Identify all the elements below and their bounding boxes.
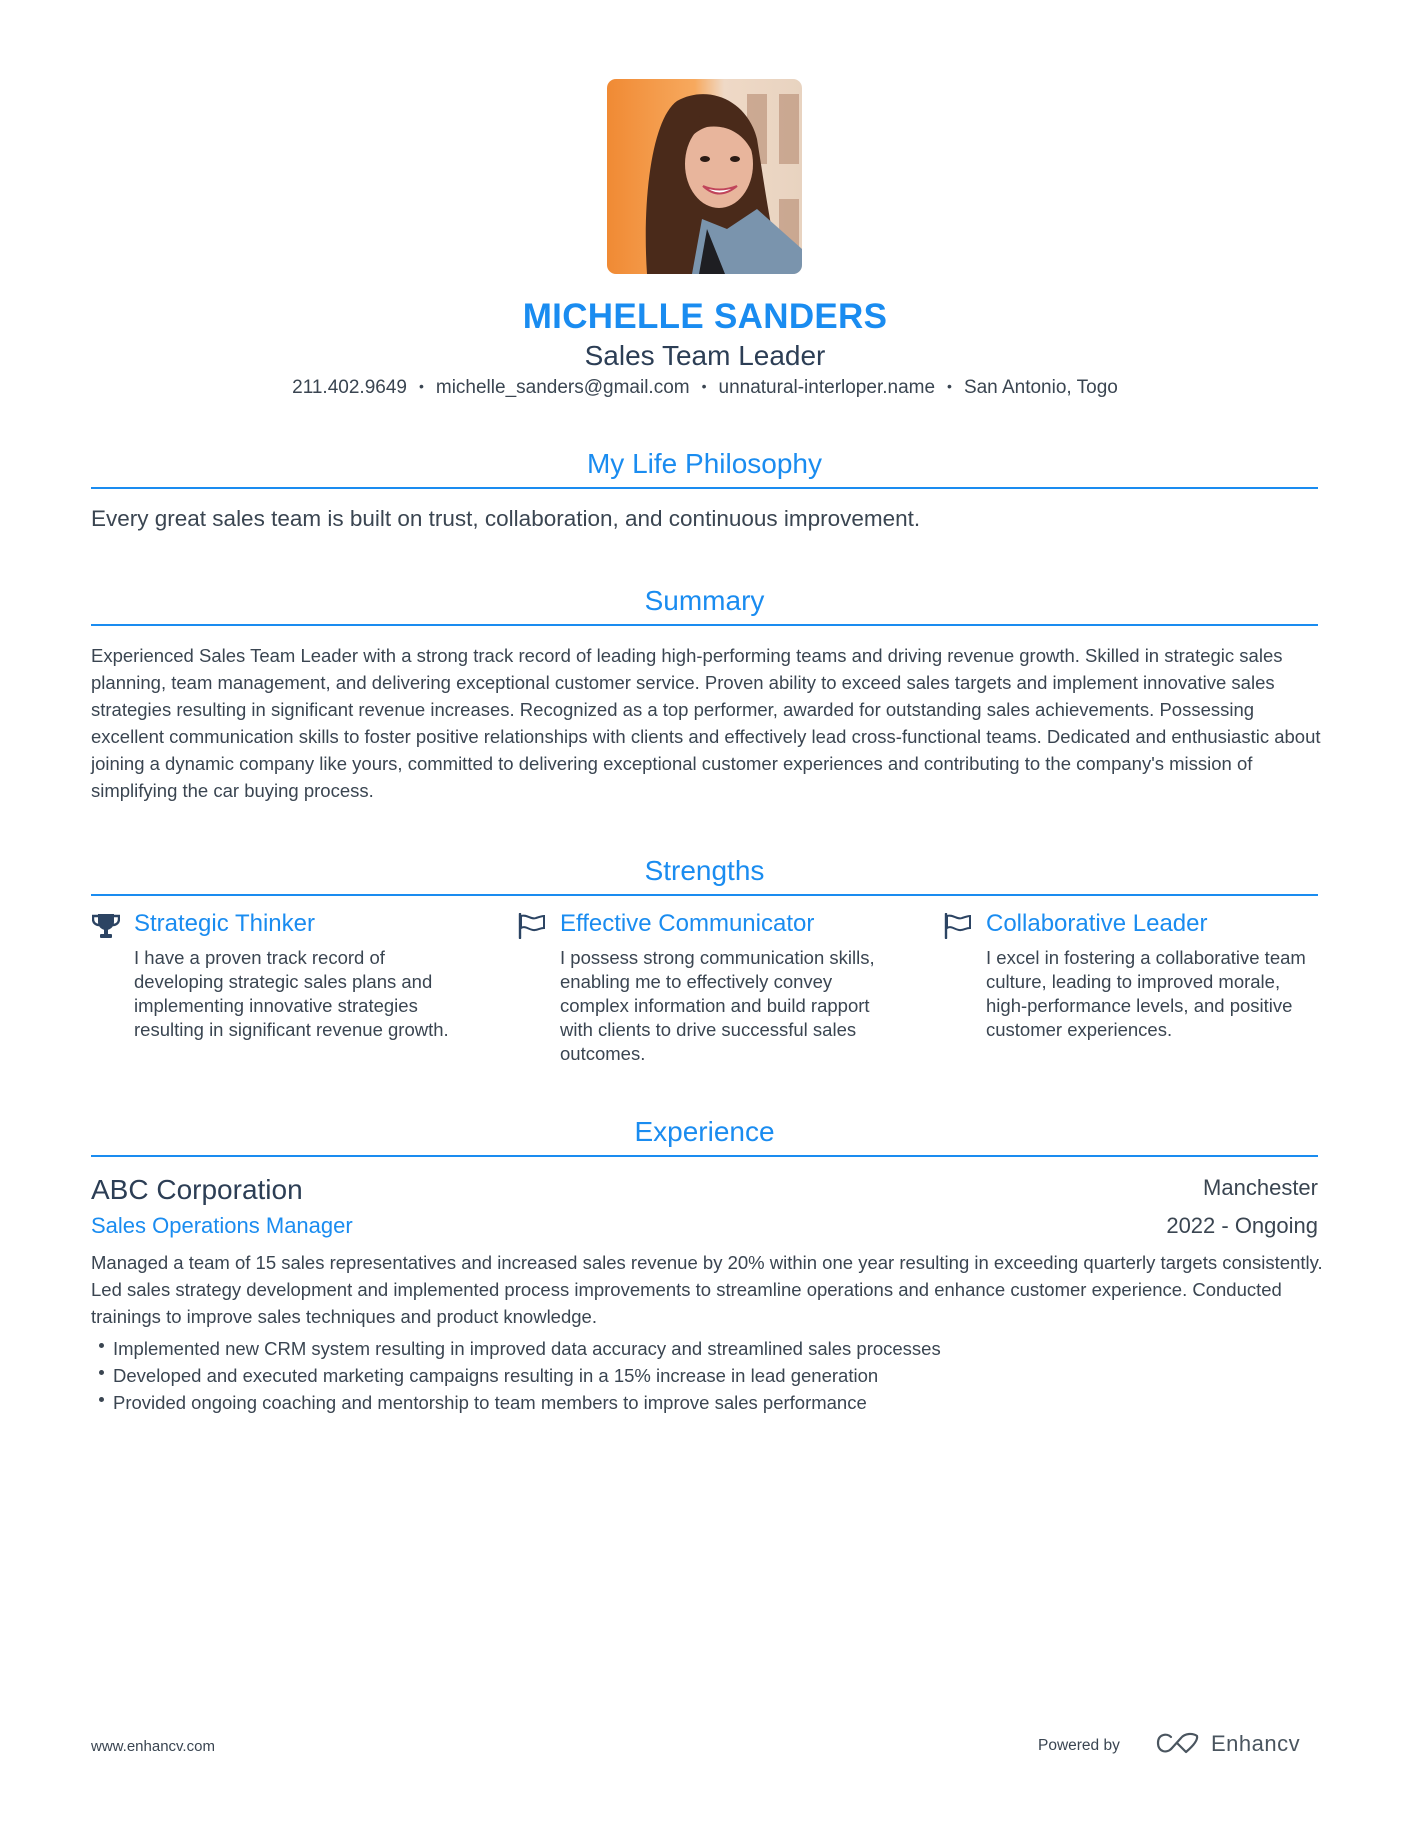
philosophy-text: Every great sales team is built on trust, collaboration, and continuous improvement. bbox=[91, 506, 921, 531]
trophy-icon bbox=[92, 913, 120, 939]
brand-name: Enhancv bbox=[1211, 1731, 1301, 1756]
separator-dot: • bbox=[701, 378, 707, 394]
flag-icon bbox=[518, 913, 546, 939]
strength-title: Strategic Thinker bbox=[134, 910, 315, 937]
candidate-name: MICHELLE SANDERS bbox=[522, 297, 888, 336]
separator-dot: • bbox=[947, 378, 952, 394]
strength-description: I excel in fostering a collaborative team culture, leading to improved morale, high-performance levels, and positive customer experiences. bbox=[986, 947, 1306, 1040]
job-dates: 2022 - Ongoing bbox=[1166, 1213, 1318, 1238]
job-location: Manchester bbox=[1203, 1175, 1318, 1200]
candidate-title: Sales Team Leader bbox=[584, 340, 826, 371]
powered-by-label: Powered by bbox=[1038, 1737, 1120, 1754]
strength-description: I have a proven track record of developing strategic sales plans and implementing innovative strategies resulting in significant revenue growth. bbox=[134, 947, 449, 1040]
section-heading-summary: Summary bbox=[91, 584, 1318, 626]
contact-info bbox=[0, 377, 1410, 399]
strength-title: Collaborative Leader bbox=[986, 910, 1208, 937]
flag-icon bbox=[944, 913, 972, 939]
location: San Antonio, Togo bbox=[963, 377, 1118, 398]
portrait-image bbox=[607, 79, 802, 274]
email[interactable]: michelle_sanders@gmail.com bbox=[435, 377, 690, 398]
job-description: Managed a team of 15 sales representatives and increased sales revenue by 20% within one year resulting in exceeding quarterly targets consistently. Led sales strategy development and implemented process improvements to streamline operations and enhance customer experience. Conducted trainings to improve sales techniques and product knowledge. bbox=[91, 1252, 1323, 1327]
enhancv-logo-icon bbox=[1155, 1731, 1201, 1757]
achievement-item: Provided ongoing coaching and mentorship to team members to improve sales performance bbox=[91, 1389, 1318, 1416]
summary-text: Experienced Sales Team Leader with a strong track record of leading high-performing teams and driving revenue growth. Skilled in strategic sales planning, team management, and delivering exceptional customer service. Proven ability to exceed sales targets and implement innovative sales strategies resulting in significant revenue increases. Recognized as a top performer, awarded for outstanding sales achievements. Possessing excellent communication skills to foster positive relationships with clients and effectively lead cross-functional teams. Dedicated and enthusiastic about joining a dynamic company like yours, committed to delivering exceptional customer experiences and contributing to the company's mission of simplifying the car buying process. bbox=[91, 645, 1321, 801]
section-heading-strengths: Strengths bbox=[91, 854, 1318, 896]
strength-description: I possess strong communication skills, enabling me to effectively convey complex information and build rapport with clients to drive successful sales outcomes. bbox=[560, 947, 875, 1064]
job-role: Sales Operations Manager bbox=[91, 1213, 353, 1238]
section-heading-experience: Experience bbox=[91, 1115, 1318, 1157]
separator-dot: • bbox=[418, 378, 424, 394]
section-heading-philosophy: My Life Philosophy bbox=[91, 447, 1318, 489]
company-name: ABC Corporation bbox=[91, 1174, 303, 1205]
enhancv-logo[interactable] bbox=[1155, 1729, 1300, 1759]
achievement-list bbox=[91, 1335, 1318, 1416]
achievement-item: Implemented new CRM system resulting in improved data accuracy and streamlined sales processes bbox=[91, 1335, 1318, 1362]
website[interactable]: unnatural-interloper.name bbox=[718, 377, 936, 398]
strength-title: Effective Communicator bbox=[560, 910, 815, 937]
achievement-item: Developed and executed marketing campaigns resulting in a 15% increase in lead generation bbox=[91, 1362, 1318, 1389]
footer-website-link[interactable]: www.enhancv.com bbox=[91, 1738, 215, 1755]
phone[interactable]: 211.402.9649 bbox=[292, 377, 407, 398]
profile-photo bbox=[607, 79, 802, 274]
